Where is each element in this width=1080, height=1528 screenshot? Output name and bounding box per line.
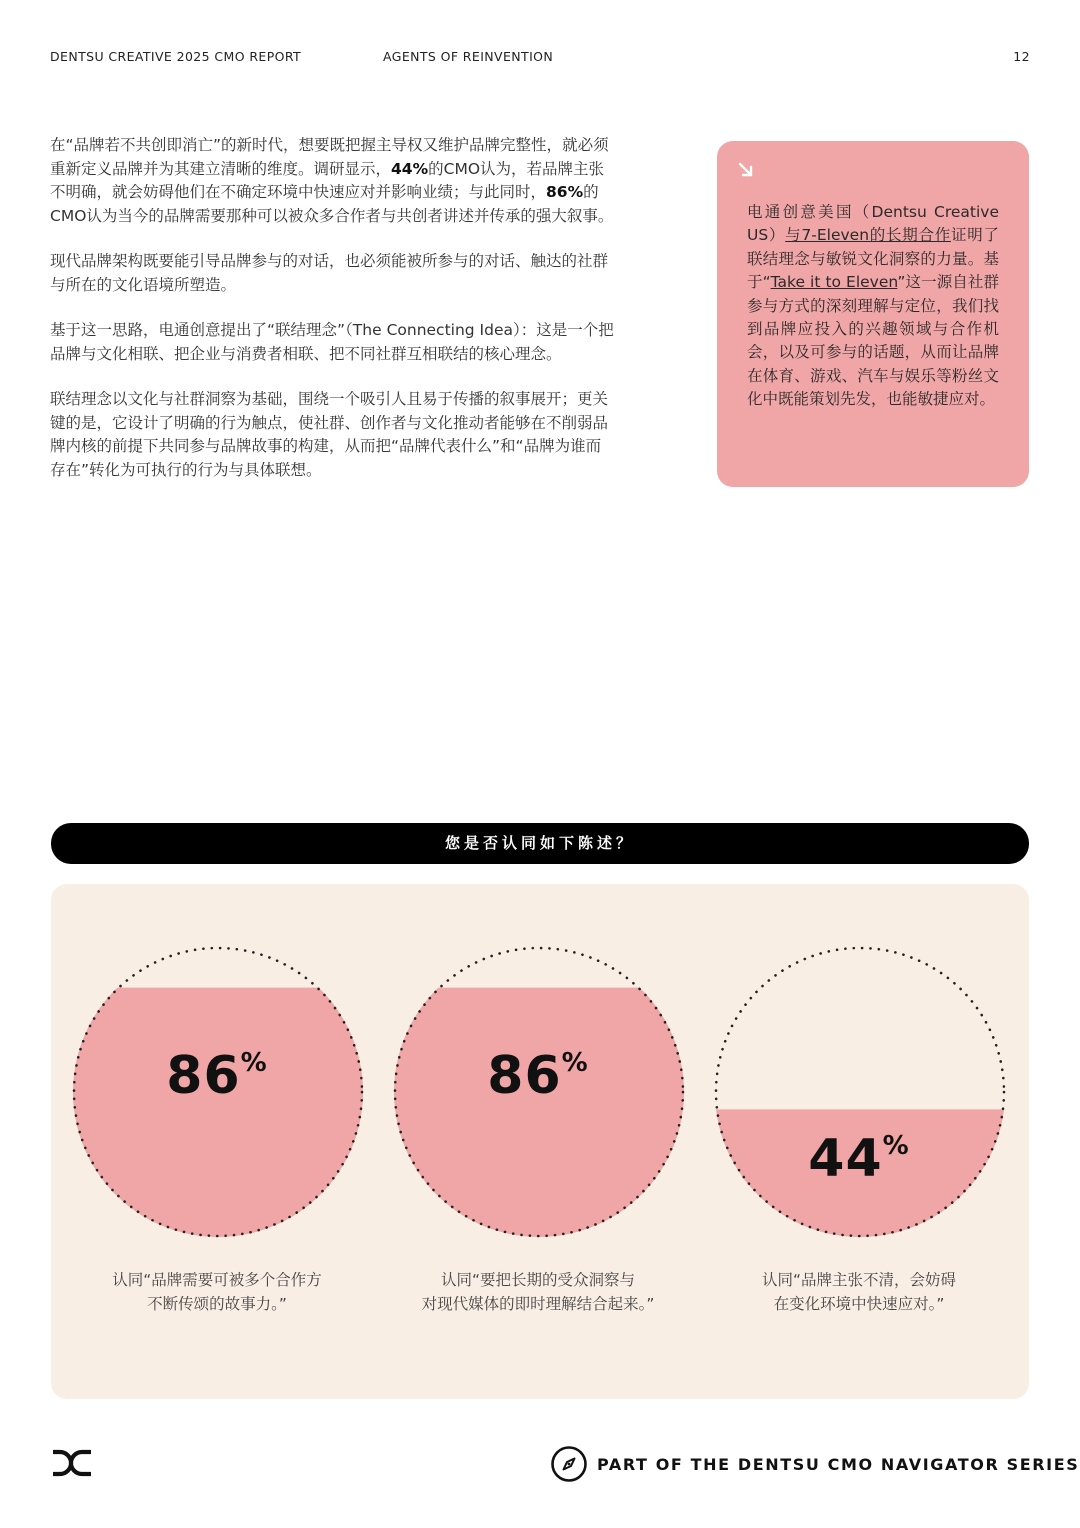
- report-title: DENTSU CREATIVE 2025 CMO REPORT: [50, 49, 302, 64]
- paragraph-2: 现代品牌架构既要能引导品牌参与的对话，也必须能被所参与的对话、触达的社群与所在的文化语境所塑造。: [50, 252, 609, 294]
- case-study-card: [717, 141, 1029, 487]
- stat-unit: %: [882, 1131, 910, 1162]
- stat-card: [699, 884, 1019, 1399]
- compass-icon: [550, 1445, 588, 1483]
- dentsu-dc-logo: [51, 1449, 93, 1477]
- take-it-to-eleven-link[interactable]: Take it to Eleven: [770, 273, 898, 292]
- caption-line-1: 认同“品牌需要可被多个合作方: [112, 1271, 322, 1289]
- stat-unit: %: [240, 1048, 268, 1078]
- stat-number: 86: [487, 1046, 562, 1106]
- stat-card: [57, 884, 377, 1399]
- stat-caption: [378, 1268, 698, 1316]
- caption-line-2: 在变化环境中快速应对。”: [773, 1295, 945, 1313]
- paragraph-1: [50, 134, 615, 228]
- caption-line-2: 对现代媒体的即时理解结合起来。”: [421, 1295, 655, 1313]
- gauge-fill: [73, 988, 363, 1237]
- case-text-3: ”这一源自社群参与方式的深刻理解与定位，我们找到品牌应投入的兴趣领域与合作机会，以及可参与的话题，从而让品牌在体育、游戏、汽车与娱乐等粉丝文化中既能策划先发，也能敏捷应对。: [747, 273, 999, 409]
- paragraph-4: 联结理念以文化与社群洞察为基础，围绕一个吸引人且易于传播的叙事展开；更关键的是，它设计了明确的行为触点，使社群、创作者与文化推动者能够在不削弱品牌内核的前提下共同参与品牌故事的构建，从而把“品牌代表什么”和“品牌为谁而存在”转化为可执行的行为与具体联想。: [50, 390, 609, 479]
- case-text-1: 电通创意美国（Dentsu Creative US）: [747, 203, 999, 245]
- caption-line-1: 认同“要把长期的受众洞察与: [440, 1271, 636, 1289]
- stat-value: [378, 1046, 698, 1106]
- stats-panel: [51, 884, 1029, 1399]
- stat-card: [378, 884, 698, 1399]
- stat-caption: [57, 1268, 377, 1316]
- caption-line-1: 认同“品牌主张不清，会妨碍: [761, 1271, 957, 1289]
- p1-text-c: 的CMO认为，若品牌主张不明确，就会妨碍他们在不确定环境中快速应对并影响业绩；与此同时，: [50, 159, 605, 201]
- stat-caption: [699, 1268, 1019, 1316]
- case-text-2: 证明了联结理念与敏锐文化洞察的力量。基于“: [747, 226, 999, 292]
- gauge-fill: [394, 988, 684, 1237]
- seven-eleven-link[interactable]: 与7-Eleven的长期合作: [785, 226, 951, 245]
- series-label: PART OF THE DENTSU CMO NAVIGATOR SERIES: [597, 1455, 1080, 1474]
- fill-gauge: [714, 946, 1006, 1238]
- page-number: 12: [1013, 49, 1030, 64]
- body-text: [50, 134, 615, 504]
- paragraph-3: 基于这一思路，电通创意提出了“联结理念”（The Connecting Idea）：这是一个把品牌与文化相联、把企业与消费者相联、把不同社群互相联结的核心理念。: [50, 321, 614, 363]
- case-study-text: [747, 201, 999, 412]
- stat-value: [57, 1046, 377, 1106]
- stat-number: 86: [166, 1046, 241, 1106]
- stat-unit: %: [561, 1048, 589, 1078]
- question-bar: 您是否认同如下陈述？: [51, 823, 1029, 864]
- p1-text-e: 的CMO认为当今的品牌需要那种可以被众多合作者与共创者讲述并传承的强大叙事。: [50, 183, 614, 225]
- section-title: AGENTS OF REINVENTION: [383, 49, 554, 64]
- caption-line-2: 不断传颂的故事力。”: [147, 1295, 287, 1313]
- stat-number: 44: [808, 1129, 883, 1190]
- stat-value: [699, 1129, 1019, 1189]
- arrow-down-right-icon: [737, 161, 755, 179]
- stat-86-inline: 86%: [546, 183, 584, 201]
- stat-44-inline: 44%: [391, 159, 429, 178]
- p1-text-a: 在“品牌若不共创即消亡”的新时代，想要既把握主导权又维护品牌完整性，就必须重新定义品牌并为其建立清晰的维度。调研显示，: [50, 136, 609, 178]
